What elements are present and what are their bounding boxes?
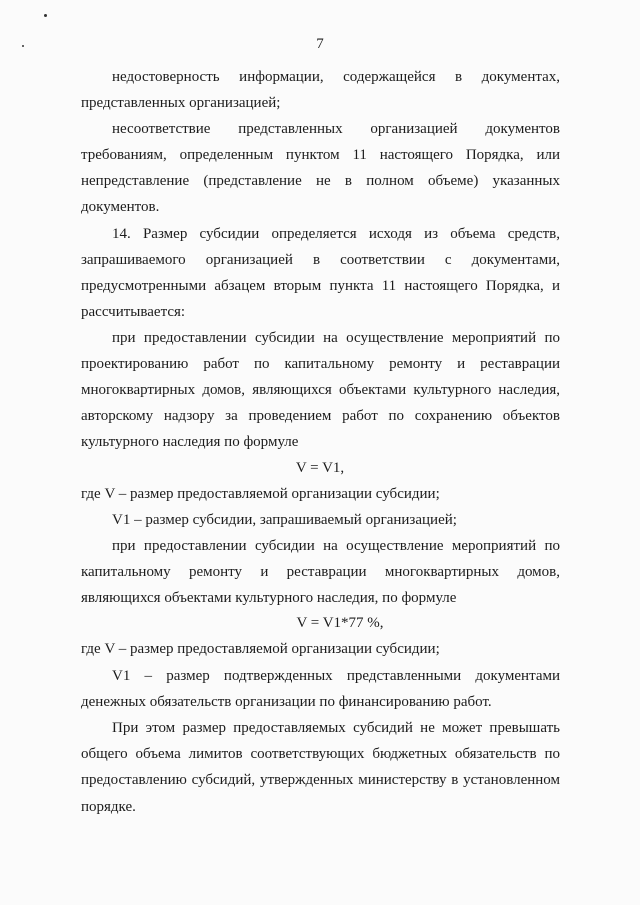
text-line: рассчитывается: [81,304,186,320]
text-line: представленных организацией; [81,95,281,111]
text-line: при предоставлении субсидии на осуществление мероприятий по [112,538,560,554]
text-line: при предоставлении субсидии на осуществление мероприятий по [112,330,560,346]
text-line: При этом размер предоставляемых субсидий не может превышать [112,720,560,736]
formula: V = V1, [295,460,345,476]
text-line: где V – размер предоставляемой организации субсидии; [81,641,440,657]
text-line: проектированию работ по капитальному ремонту и реставрации [81,356,560,372]
text-line: порядке. [81,799,136,815]
text-line: общего объема лимитов соответствующих бюджетных обязательств по [81,746,560,762]
text-line: непредставление (представление не в полном объеме) указанных [81,173,560,189]
text-line: авторскому надзору за проведением работ по сохранению объектов [81,408,560,424]
text-line: являющихся объектами культурного наследия, по формуле [81,590,457,606]
text-line: недостоверность информации, содержащейся в документах, [112,69,560,85]
text-line: капитальному ремонту и реставрации многоквартирных домов, [81,564,560,580]
text-line: предоставлению субсидий, утвержденных министерству в установленном [81,772,560,788]
page-number: 7 [316,36,324,52]
text-line: V1 – размер подтвержденных представленными документами [112,668,560,684]
text-line: где V – размер предоставляемой организации субсидии; [81,486,440,502]
text-line: документов. [81,199,160,215]
text-line: несоответствие представленных организацией документов [112,121,560,137]
text-line: запрашиваемого организацией в соответствии с документами, [81,252,560,268]
text-line: многоквартирных домов, являющихся объектами культурного наследия, [81,382,560,398]
scan-speck [44,14,47,17]
text-line: предусмотренными абзацем вторым пункта 11 настоящего Порядка, и [81,278,560,294]
text-line: требованиям, определенным пунктом 11 настоящего Порядка, или [81,147,560,163]
text-line: V1 – размер субсидии, запрашиваемый организацией; [112,512,457,528]
text-line: денежных обязательств организации по финансированию работ. [81,694,492,710]
text-line: 14. Размер субсидии определяется исходя из объема средств, [112,226,560,242]
formula: V = V1*77 %, [296,615,384,631]
text-line: культурного наследия по формуле [81,434,299,450]
